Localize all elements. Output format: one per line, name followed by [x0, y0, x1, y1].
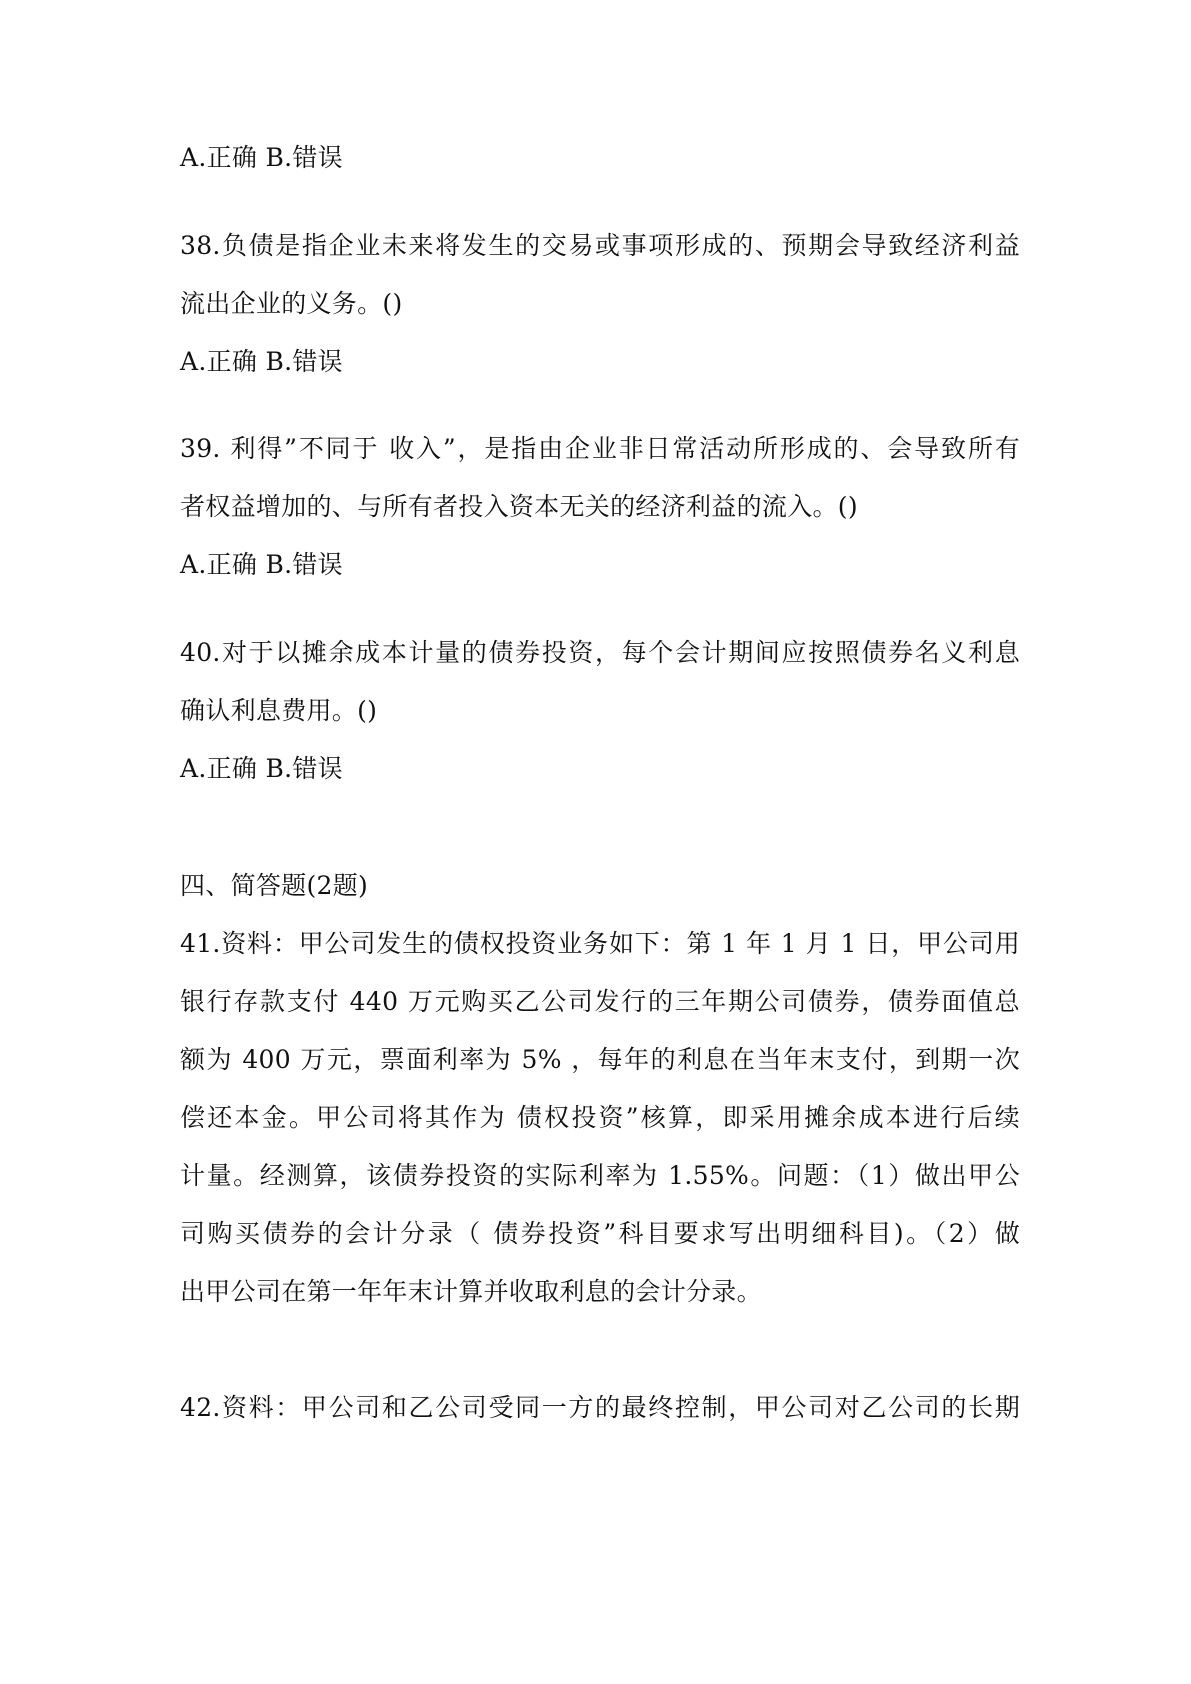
q41-text-line-7: 出甲公司在第一年年末计算并收取利息的会计分录。: [180, 1277, 762, 1306]
q38-text-line-2: 流出企业的义务。(): [180, 289, 403, 318]
q42-text-line-1: 42.资料：甲公司和乙公司受同一方的最终控制，甲公司对乙公司的长期: [180, 1393, 1020, 1422]
q38-text-line-1: 38.负债是指企业未来将发生的交易或事项形成的、预期会导致经济利益: [180, 231, 1020, 260]
q41-text-line-6: 司购买债券的会计分录（ 债券投资”科目要求写出明细科目)。（2）做: [180, 1219, 1020, 1248]
q41-text-line-2: 银行存款支付 440 万元购买乙公司发行的三年期公司债券，债券面值总: [180, 987, 1020, 1016]
q41-text-line-1: 41.资料：甲公司发生的债权投资业务如下：第 1 年 1 月 1 日，甲公司用: [180, 929, 1020, 958]
section-heading: 四、简答题(2题): [180, 871, 369, 900]
q41-text-line-4: 偿还本金。甲公司将其作为 债权投资”核算，即采用摊余成本进行后续: [180, 1103, 1020, 1132]
q39-options: A.正确 B.错误: [180, 550, 343, 579]
q40-options: A.正确 B.错误: [180, 754, 343, 783]
q41-text-line-3: 额为 400 万元，票面利率为 5% ，每年的利息在当年末支付，到期一次: [180, 1045, 1020, 1074]
q37-options: A.正确 B.错误: [180, 143, 343, 172]
q40-text-line-1: 40.对于以摊余成本计量的债券投资，每个会计期间应按照债券名义利息: [180, 638, 1020, 667]
q40-text-line-2: 确认利息费用。(): [180, 696, 378, 725]
q39-text-line-2: 者权益增加的、与所有者投入资本无关的经济利益的流入。(): [180, 492, 858, 521]
q39-text-line-1: 39. 利得”不同于 收入”，是指由企业非日常活动所形成的、会导致所有: [180, 434, 1020, 463]
q38-options: A.正确 B.错误: [180, 347, 343, 376]
q41-text-line-5: 计量。经测算，该债券投资的实际利率为 1.55%。问题：（1）做出甲公: [180, 1161, 1020, 1190]
